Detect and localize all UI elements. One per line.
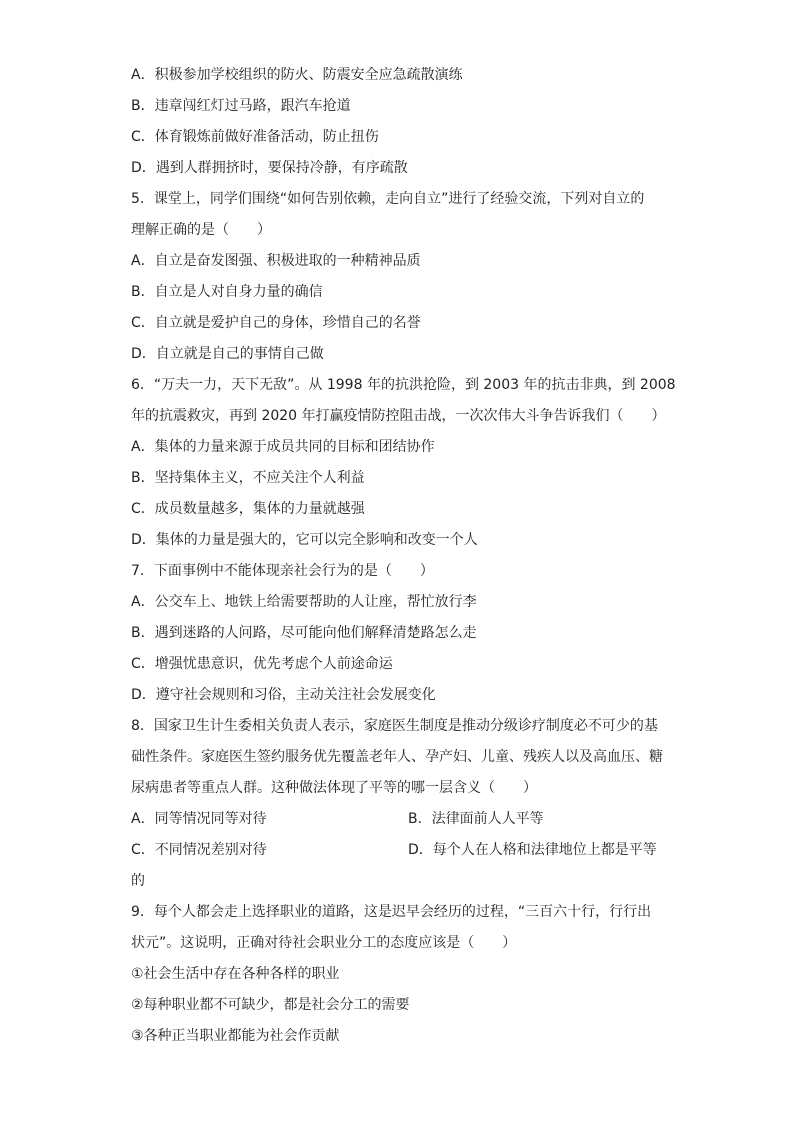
question-stem: 6．“万夫一力，天下无敌”。从 1998 年的抗洪抢险，到 2003 年的抗击非典，到 2008	[131, 377, 676, 393]
option-c: C．增强忧患意识，优先考虑个人前途命运	[131, 656, 393, 672]
question-stem: 9．每个人都会走上选择职业的道路，这是迟早会经历的过程，“三百六十行，行行出	[131, 904, 652, 920]
option-a: A．同等情况同等对待	[131, 811, 267, 827]
question-6	[131, 372, 676, 558]
question-stem: 状元”。这说明，正确对待社会职业分工的态度应该是（ ）	[131, 935, 517, 951]
option-b: B．违章闯红灯过马路，跟汽车抢道	[131, 98, 351, 114]
option-d: D．遵守社会规则和习俗，主动关注社会发展变化	[131, 687, 436, 703]
option-d: D．自立就是自己的事情自己做	[131, 346, 324, 362]
option-b: B．自立是人对自身力量的确信	[131, 284, 323, 300]
option-a: A．公交车上、地铁上给需要帮助的人让座，帮忙放行李	[131, 594, 477, 610]
question-content	[131, 62, 676, 1054]
question-stem: 理解正确的是（ ）	[131, 222, 271, 238]
question-stem: 尿病患者等重点人群。这种做法体现了平等的哪一层含义（ ）	[131, 780, 537, 796]
question-9	[131, 899, 671, 1054]
option-c: C．自立就是爱护自己的身体，珍惜自己的名誉	[131, 315, 421, 331]
question-stem: 8．国家卫生计生委相关负责人表示，家庭医生制度是推动分级诊疗制度必不可少的基	[131, 718, 658, 734]
question-4-options	[131, 62, 671, 186]
statement-2: ②每种职业都不可缺少，都是社会分工的需要	[131, 997, 410, 1013]
question-7	[131, 558, 671, 713]
option-b: B．遇到迷路的人问路，尽可能向他们解释清楚路怎么走	[131, 625, 477, 641]
question-stem: 础性条件。家庭医生签约服务优先覆盖老年人、孕产妇、儿童、残疾人以及高血压、糖	[131, 749, 663, 765]
option-a: A．积极参加学校组织的防火、防震安全应急疏散演练	[131, 67, 463, 83]
option-a: A．自立是奋发图强、积极进取的一种精神品质	[131, 253, 421, 269]
options-row	[131, 806, 671, 837]
option-c: C．成员数量越多，集体的力量就越强	[131, 501, 365, 517]
option-d: D．集体的力量是强大的，它可以完全影响和改变一个人	[131, 532, 478, 548]
option-c: C．体育锻炼前做好准备活动，防止扭伤	[131, 129, 379, 145]
option-b: B．坚持集体主义，不应关注个人利益	[131, 470, 365, 486]
option-d: D．每个人在人格和法律地位上都是平等	[408, 842, 657, 858]
statement-3: ③各种正当职业都能为社会作贡献	[131, 1028, 340, 1044]
option-a: A．集体的力量来源于成员共同的目标和团结协作	[131, 439, 435, 455]
option-c: C．不同情况差别对待	[131, 842, 267, 858]
question-stem: 年的抗震救灾，再到 2020 年打赢疫情防控阻击战，一次次伟大斗争告诉我们（ ）	[131, 408, 666, 424]
question-stem: 7．下面事例中不能体现亲社会行为的是（ ）	[131, 563, 434, 579]
options-row	[131, 837, 671, 868]
statement-1: ①社会生活中存在各种各样的职业	[131, 966, 340, 982]
question-5	[131, 186, 671, 372]
question-8	[131, 713, 671, 899]
question-stem: 5．课堂上，同学们围绕“如何告别依赖，走向自立”进行了经验交流，下列对自立的	[131, 191, 645, 207]
option-b: B．法律面前人人平等	[408, 811, 544, 827]
option-d: D．遇到人群拥挤时，要保持冷静，有序疏散	[131, 160, 408, 176]
option-d-continued: 的	[131, 873, 145, 889]
